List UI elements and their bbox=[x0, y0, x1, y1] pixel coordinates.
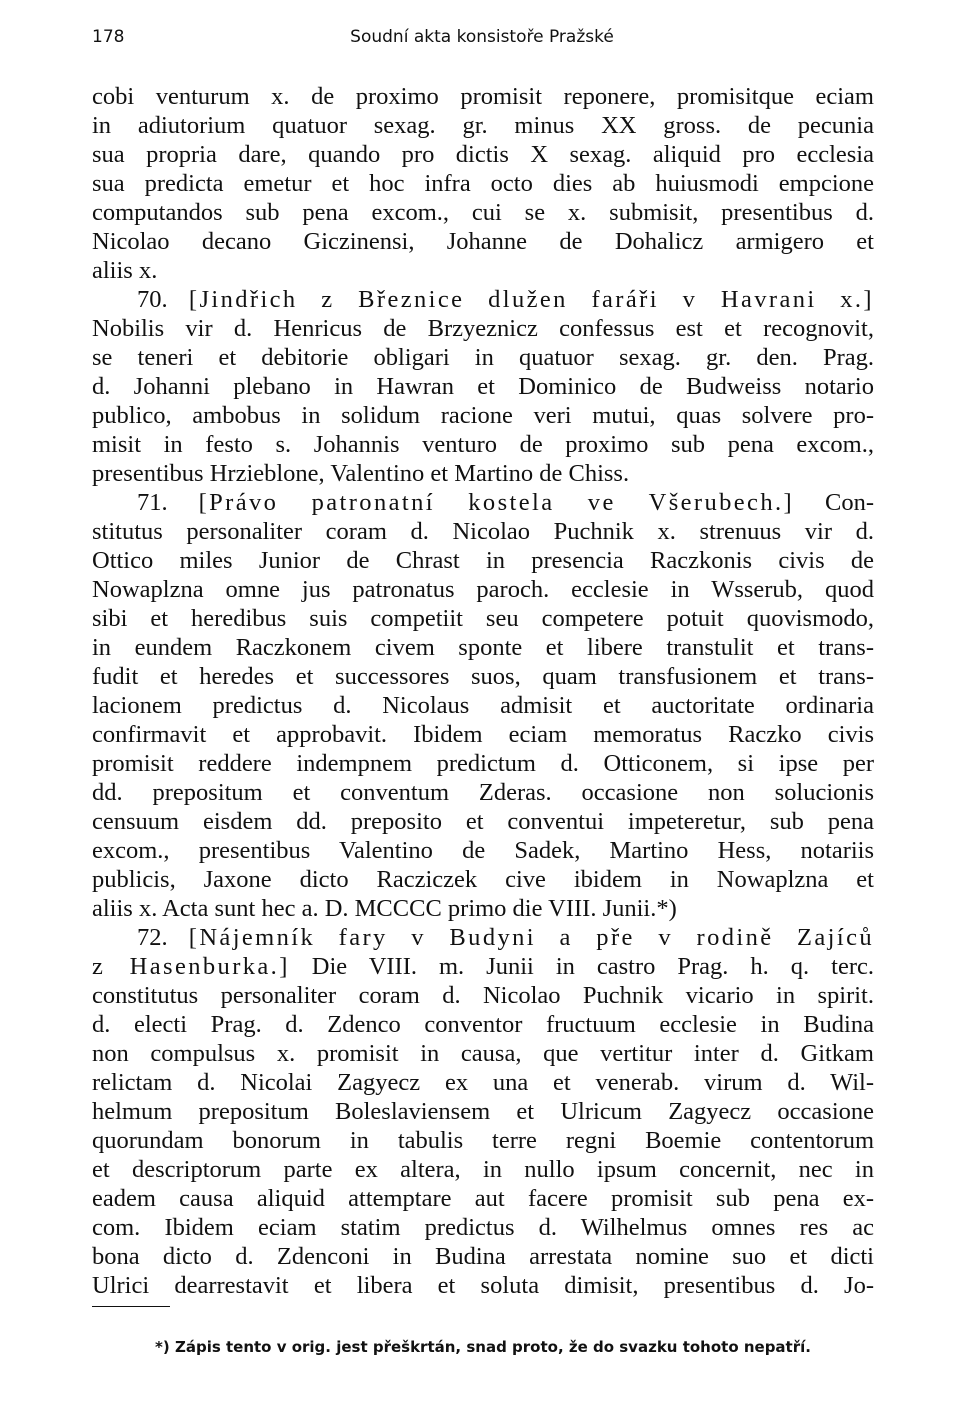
text-line: stitutus personaliter coram d. Nicolao Puchnik x. strenuus vir d. bbox=[92, 518, 874, 545]
text-line: constitutus personaliter coram d. Nicolao Puchnik vicario in spirit. bbox=[92, 982, 874, 1009]
text-line: sua propria dare, quando pro dictis X sexag. aliquid pro ecclesia bbox=[92, 141, 874, 168]
running-title: Soudní akta konsistoře Pražské bbox=[350, 27, 614, 47]
text-line: confirmavit et approbavit. Ibidem eciam memoratus Raczko civis bbox=[92, 721, 874, 748]
text-line: misit in festo s. Johannis venturo de proximo sub pena excom., bbox=[92, 431, 874, 458]
text-line: excom., presentibus Valentino de Sadek, Martino Hess, notariis bbox=[92, 837, 874, 864]
text-line: quorundam bonorum in tabulis terre regni Boemie contentorum bbox=[92, 1127, 874, 1154]
page-number: 178 bbox=[92, 27, 125, 47]
text-fragment: Die VIII. m. Junii in castro Prag. h. q. terc. bbox=[311, 953, 874, 980]
text-line: in adiutorium quatuor sexag. gr. minus XX gross. de pecunia bbox=[92, 112, 874, 139]
text-line: censuum eisdem dd. preposito et conventui impeteretur, sub pena bbox=[92, 808, 874, 835]
text-line: dd. prepositum et conventum Zderas. occasione non solucionis bbox=[92, 779, 874, 806]
text-line: eadem causa aliquid attemptare aut facere promisit sub pena ex- bbox=[92, 1185, 874, 1212]
text-line: se teneri et debitorie obligari in quatuor sexag. gr. den. Prag. bbox=[92, 344, 874, 371]
text-line: d. Johanni plebano in Hawran et Dominico de Budweiss notario bbox=[92, 373, 874, 400]
text-line: non compulsus x. promisit in causa, que vertitur inter d. Gitkam bbox=[92, 1040, 874, 1067]
entry-title: [Jindřich z Březnice dlužen faráři v Havrani x.] bbox=[188, 286, 874, 313]
text-line: lacionem predictus d. Nicolaus admisit et auctoritate ordinaria bbox=[92, 692, 874, 719]
text-line: com. Ibidem eciam statim predictus d. Wilhelmus omnes res ac bbox=[92, 1214, 874, 1241]
entry-title: z Hasenburka.] bbox=[92, 953, 290, 980]
entry-heading-70 bbox=[92, 285, 874, 314]
text-line: publico, ambobus in solidum racione veri mutui, quas solvere pro- bbox=[92, 402, 874, 429]
footnote: *) Zápis tento v orig. jest přeškrtán, snad proto, že do svazku tohoto nepatří. bbox=[155, 1338, 811, 1356]
entry-heading-72-continued bbox=[92, 952, 874, 981]
body-text bbox=[92, 82, 874, 1300]
text-line: Ulrici dearrestavit et libera et soluta dimisit, presentibus d. Jo- bbox=[92, 1272, 874, 1299]
entry-heading-72 bbox=[92, 923, 874, 952]
entry-number: 71. bbox=[137, 489, 168, 516]
text-fragment: Con- bbox=[825, 489, 874, 516]
page-header bbox=[92, 27, 872, 57]
text-line: in eundem Raczkonem civem sponte et libere transtulit et trans- bbox=[92, 634, 874, 661]
text-line: Ottico miles Junior de Chrast in presencia Raczkonis civis de bbox=[92, 547, 874, 574]
entry-heading-71 bbox=[92, 488, 874, 517]
text-line: Nobilis vir d. Henricus de Brzyeznicz confessus est et recognovit, bbox=[92, 315, 874, 342]
text-line: sua predicta emetur et hoc infra octo dies ab huiusmodi empcione bbox=[92, 170, 874, 197]
text-line: et descriptorum parte ex altera, in nullo ipsum concernit, nec in bbox=[92, 1156, 874, 1183]
entry-number: 72. bbox=[137, 924, 168, 951]
text-line: presentibus Hrzieblone, Valentino et Martino de Chiss. bbox=[92, 460, 630, 487]
text-line: promisit reddere indempnem predictum d. Otticonem, si ipse per bbox=[92, 750, 874, 777]
text-line: cobi venturum x. de proximo promisit reponere, promisitque eciam bbox=[92, 83, 874, 110]
entry-title: [Právo patronatní kostela ve Všerubech.] bbox=[198, 489, 795, 516]
text-line: bona dicto d. Zdenconi in Budina arrestata nomine suo et dicti bbox=[92, 1243, 874, 1270]
text-line: computandos sub pena excom., cui se x. submisit, presentibus d. bbox=[92, 199, 874, 226]
text-line: sibi et heredibus suis competiit seu competere potuit quovismodo, bbox=[92, 605, 874, 632]
text-line: Nowaplzna omne jus patronatus paroch. ecclesie in Wsserub, quod bbox=[92, 576, 874, 603]
text-line: helmum prepositum Boleslaviensem et Ulricum Zagyecz occasione bbox=[92, 1098, 874, 1125]
entry-title: [Nájemník fary v Budyni a pře v rodině Zajíců bbox=[188, 924, 875, 951]
text-line: aliis x. Acta sunt hec a. D. MCCCC primo die VIII. Junii.*) bbox=[92, 895, 677, 922]
footnote-divider bbox=[92, 1306, 170, 1307]
text-line: publicis, Jaxone dicto Racziczek cive ibidem in Nowaplzna et bbox=[92, 866, 874, 893]
text-line: aliis x. bbox=[92, 257, 158, 284]
text-line: d. electi Prag. d. Zdenco conventor fructuum ecclesie in Budina bbox=[92, 1011, 874, 1038]
text-line: fudit et heredes et successores suos, quam transfusionem et trans- bbox=[92, 663, 874, 690]
text-line: Nicolao decano Giczinensi, Johanne de Dohalicz armigero et bbox=[92, 228, 874, 255]
entry-number: 70. bbox=[137, 286, 168, 313]
text-line: relictam d. Nicolai Zagyecz ex una et venerab. virum d. Wil- bbox=[92, 1069, 874, 1096]
